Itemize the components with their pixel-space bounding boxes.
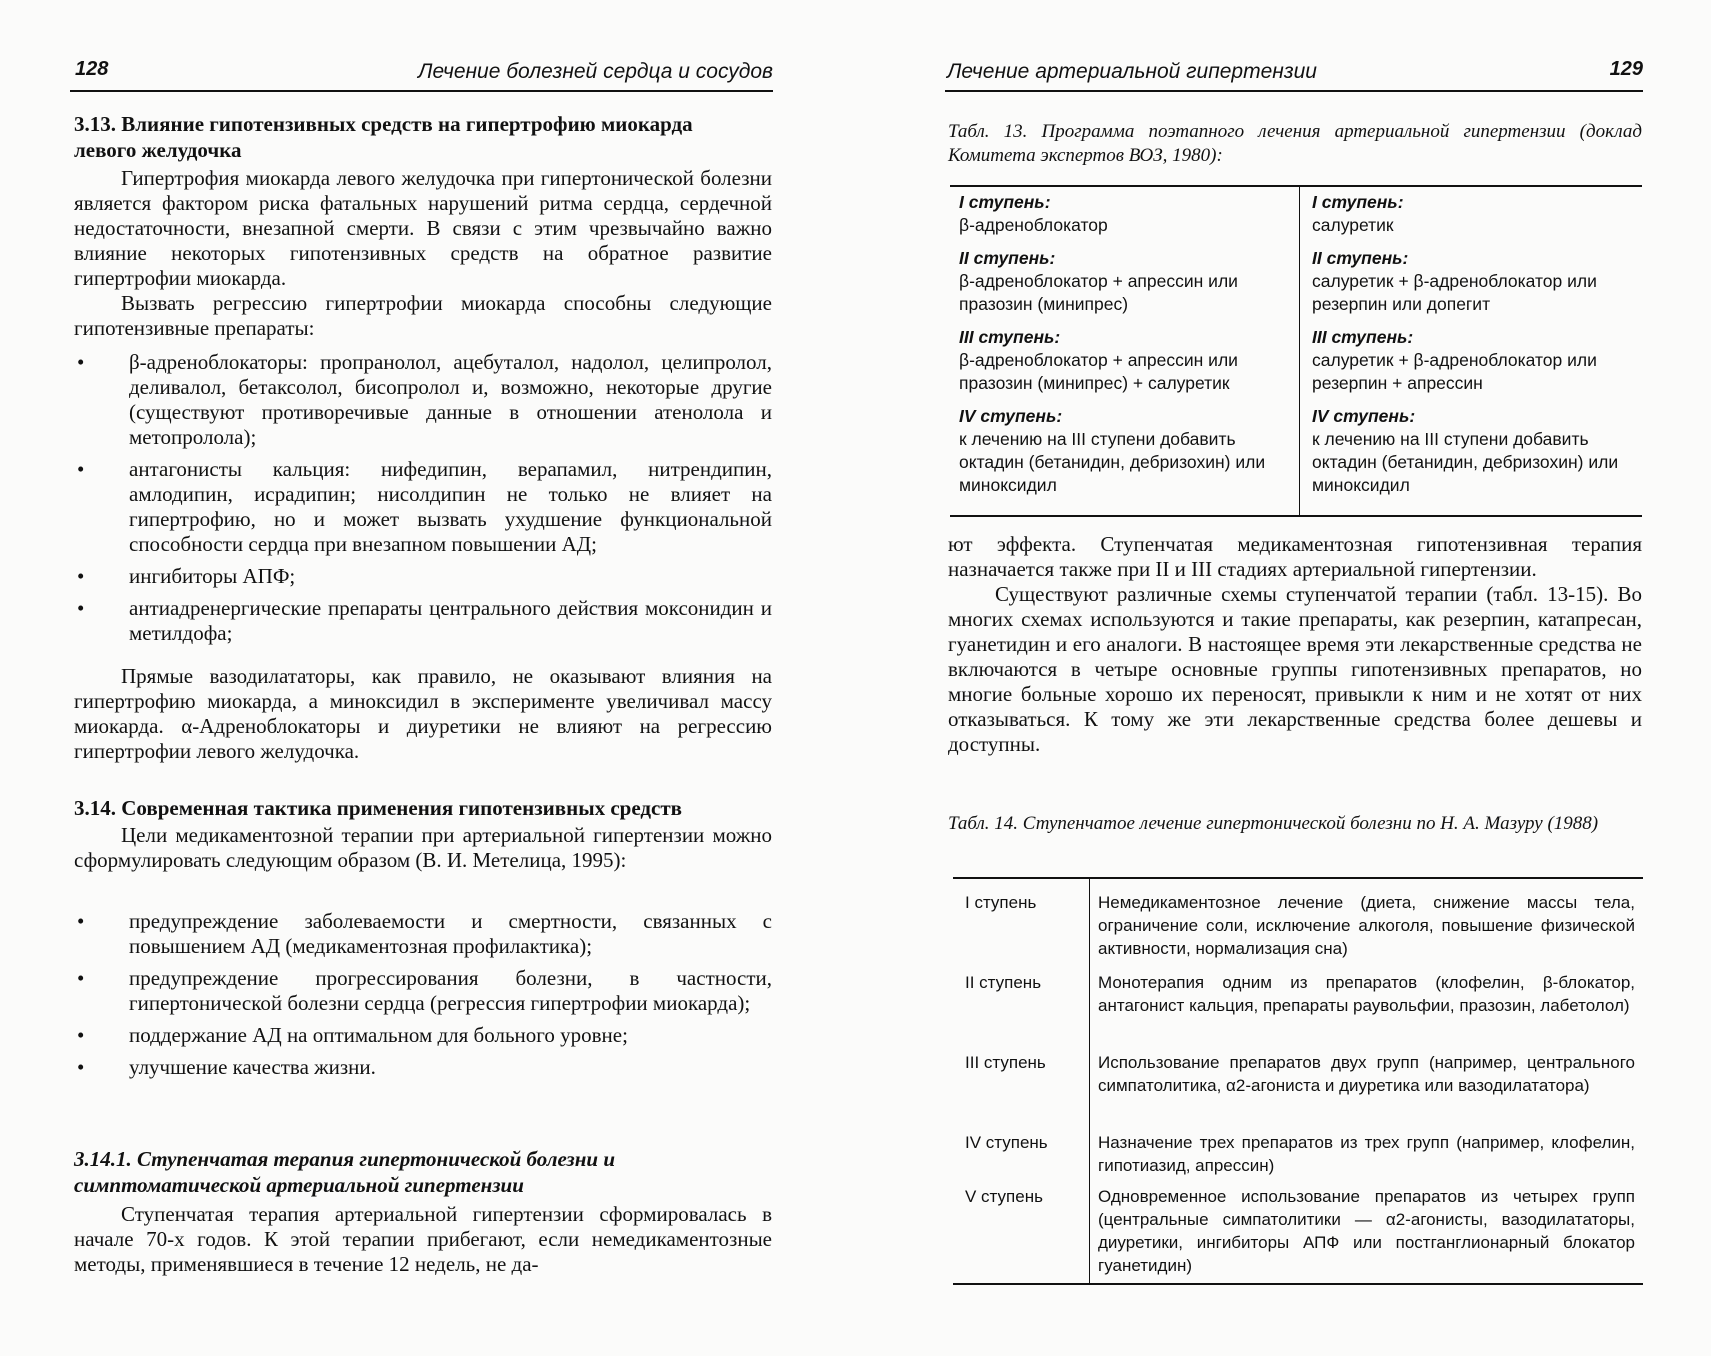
continuation-paragraph: ют эффекта. Ступенчатая медикаментозная гипотензивная терапия назначается также при II и III стадиях артериальной гипертензии. bbox=[948, 532, 1642, 581]
step-text: β-адреноблокатор bbox=[959, 215, 1108, 235]
section-3-13-heading bbox=[74, 111, 774, 163]
stage-label: II ступень bbox=[965, 973, 1042, 992]
section-3-14-1-heading-line2: симптоматической артериальной гипертензии bbox=[74, 1173, 524, 1197]
section-3-14-heading: 3.14. Современная тактика применения гипотензивных средств bbox=[74, 796, 682, 820]
table-13-column-divider bbox=[1299, 187, 1300, 515]
running-title-right: Лечение артериальной гипертензии bbox=[947, 60, 1317, 83]
page-number-right: 129 bbox=[1609, 58, 1643, 80]
table-13-right-step bbox=[1312, 326, 1637, 395]
table-13-right-step bbox=[1312, 405, 1637, 497]
section-3-13-heading-line1: 3.13. Влияние гипотензивных средств на гипертрофию миокарда bbox=[74, 112, 693, 136]
bullet-icon: • bbox=[77, 1023, 85, 1047]
list-item-text: предупреждение прогрессирования болезни, в частности, гипертонической болезни сердца (регрессия гипертрофии миокарда); bbox=[129, 966, 772, 1015]
stage-label: IV ступень bbox=[965, 1133, 1048, 1152]
step-text: к лечению на III ступени добавить октадин (бетанидин, дебризохин) или миноксидил bbox=[1312, 429, 1619, 495]
section-3-13-para1: Гипертрофия миокарда левого желудочка при гипертонической болезни является фактором риска фатальных нарушений ритма сердца, сердечной недостаточности, внезапной смерти. В связи с этим чрезвычайно важно влияние некоторых гипотензивных средств на обратное развитие гипертрофии миокарда. bbox=[74, 166, 772, 290]
right-running-head bbox=[945, 54, 1643, 92]
step-title: IV ступень: bbox=[959, 406, 1063, 426]
table-row bbox=[953, 891, 1643, 960]
list-item bbox=[74, 564, 772, 589]
section-3-13-heading-line2: левого желудочка bbox=[74, 138, 242, 162]
section-3-14-bullet-list bbox=[74, 909, 772, 1080]
running-title-left: Лечение болезней сердца и сосудов bbox=[418, 60, 773, 83]
table-row bbox=[953, 1131, 1643, 1177]
section-3-13-bullet-list bbox=[74, 350, 772, 646]
list-item bbox=[74, 596, 772, 646]
step-title: II ступень: bbox=[959, 248, 1056, 268]
table-row bbox=[953, 1185, 1643, 1277]
list-item bbox=[74, 350, 772, 450]
bullet-icon: • bbox=[77, 596, 85, 620]
bullet-icon: • bbox=[77, 457, 85, 481]
step-text: салуретик + β-адреноблокатор или резерпин или допегит bbox=[1312, 271, 1597, 314]
list-item-text: ингибиторы АПФ; bbox=[129, 564, 296, 588]
stage-description: Монотерапия одним из препаратов (клофелин, β-блокатор, антагонист кальция, препараты раувольфии, празозин, лабетолол) bbox=[1098, 973, 1635, 1015]
stage-description: Назначение трех препаратов из трех групп (например, клофелин, гипотиазид, апрессин) bbox=[1098, 1133, 1635, 1175]
stage-description: Немедикаментозное лечение (диета, снижение массы тела, ограничение соли, исключение алкоголя, повышение физической активности, нормализация сна) bbox=[1098, 893, 1635, 958]
list-item bbox=[74, 1023, 772, 1048]
list-item bbox=[74, 909, 772, 959]
table-13-right-step bbox=[1312, 191, 1637, 237]
section-3-13-para3: Прямые вазодилататоры, как правило, не оказывают влияния на гипертрофию миокарда, а миноксидил в эксперименте увеличивал массу миокарда. α-Адреноблокаторы и диуретики не влияют на регрессию гипертрофии левого желудочка. bbox=[74, 664, 772, 763]
list-item-text: улучшение качества жизни. bbox=[129, 1055, 376, 1079]
table-13-left-step bbox=[959, 405, 1289, 497]
step-title: IV ступень: bbox=[1312, 406, 1416, 426]
list-item bbox=[74, 1055, 772, 1080]
table-14-caption: Табл. 14. Ступенчатое лечение гипертонической болезни по Н. А. Мазуру (1988) bbox=[948, 813, 1599, 834]
stage-description: Одновременное использование препаратов из четырех групп (центральные симпатолитики — α2-агонисты, вазодилататоры, диуретики, ингибиторы АПФ или постганглионарный блокатор гуанетидин) bbox=[1098, 1187, 1635, 1275]
bullet-icon: • bbox=[77, 966, 85, 990]
step-title: III ступень: bbox=[959, 327, 1061, 347]
section-3-14-1-heading-line1: 3.14.1. Ступенчатая терапия гипертонической болезни и bbox=[74, 1147, 615, 1171]
stage-description: Использование препаратов двух групп (например, центрального симпатолитика, α2-агониста и диуретика или вазодилататора) bbox=[1098, 1053, 1635, 1095]
section-3-14-1-para1: Ступенчатая терапия артериальной гипертензии сформировалась в начале 70-х годов. К этой терапии прибегают, если немедикаментозные методы, применявшиеся в течение 12 недель, не да- bbox=[74, 1202, 772, 1276]
table-13-left-step bbox=[959, 191, 1289, 237]
section-3-14-1-heading bbox=[74, 1146, 774, 1198]
bullet-icon: • bbox=[77, 350, 85, 374]
table-13-left-column bbox=[959, 191, 1289, 515]
table-13-caption: Табл. 13. Программа поэтапного лечения артериальной гипертензии (доклад Комитета экспертов ВОЗ, 1980): bbox=[948, 121, 1642, 166]
step-title: I ступень: bbox=[959, 192, 1051, 212]
step-text: салуретик bbox=[1312, 215, 1394, 235]
list-item-text: β-адреноблокаторы: пропранолол, ацебуталол, надолол, целипролол, деливалол, бетаксолол, бисопролол и, возможно, некоторые другие (существуют противоречивые данные в отношении атенолола и метопролола); bbox=[129, 350, 772, 449]
table-row bbox=[953, 971, 1643, 1017]
stage-label: V ступень bbox=[965, 1187, 1043, 1206]
bullet-icon: • bbox=[77, 1055, 85, 1079]
step-text: к лечению на III ступени добавить октадин (бетанидин, дебризохин) или миноксидил bbox=[959, 429, 1266, 495]
list-item bbox=[74, 457, 772, 557]
list-item bbox=[74, 966, 772, 1016]
section-3-14-para1: Цели медикаментозной терапии при артериальной гипертензии можно сформулировать следующим образом (В. И. Метелица, 1995): bbox=[74, 823, 772, 872]
step-text: салуретик + β-адреноблокатор или резерпин + апрессин bbox=[1312, 350, 1597, 393]
step-text: β-адреноблокатор + апрессин или празозин (минипрес) bbox=[959, 271, 1238, 314]
table-13-right-step bbox=[1312, 247, 1637, 316]
table-13 bbox=[950, 185, 1642, 517]
table-14 bbox=[953, 877, 1643, 1285]
page-number-left: 128 bbox=[75, 58, 109, 80]
step-text: β-адреноблокатор + апрессин или празозин (минипрес) + салуретик bbox=[959, 350, 1238, 393]
table-13-right-column bbox=[1312, 191, 1637, 515]
list-item-text: антиадренергические препараты центрального действия моксонидин и метилдофа; bbox=[129, 596, 772, 645]
left-running-head bbox=[70, 54, 773, 92]
bullet-icon: • bbox=[77, 909, 85, 933]
table-13-left-step bbox=[959, 247, 1289, 316]
list-item-text: антагонисты кальция: нифедипин, верапамил, нитрендипин, амлодипин, исрадипин; нисолдипин не только не влияет на гипертрофию, но и может вызвать ухудшение функциональной способности сердца при внезапном повышении АД; bbox=[129, 457, 772, 556]
list-item-text: предупреждение заболеваемости и смертности, связанных с повышением АД (медикаментозная профилактика); bbox=[129, 909, 772, 958]
section-3-13-para2: Вызвать регрессию гипертрофии миокарда способны следующие гипотензивные препараты: bbox=[74, 291, 772, 340]
schemes-paragraph: Существуют различные схемы ступенчатой терапии (табл. 13-15). Во многих схемах используются и такие препараты, как резерпин, катапресан, гуанетидин и его аналоги. В настоящее время эти лекарственные средства не включаются в четыре основные группы гипотензивных препаратов, но многие больные хорошо их переносят, привыкли к ним и не хотят от них отказываться. К тому же эти лекарственные средства более дешевы и доступны. bbox=[948, 582, 1642, 756]
stage-label: I ступень bbox=[965, 893, 1037, 912]
step-title: II ступень: bbox=[1312, 248, 1409, 268]
table-row bbox=[953, 1051, 1643, 1097]
stage-label: III ступень bbox=[965, 1053, 1046, 1072]
step-title: III ступень: bbox=[1312, 327, 1414, 347]
bullet-icon: • bbox=[77, 564, 85, 588]
list-item-text: поддержание АД на оптимальном для больного уровне; bbox=[129, 1023, 628, 1047]
step-title: I ступень: bbox=[1312, 192, 1404, 212]
table-13-left-step bbox=[959, 326, 1289, 395]
